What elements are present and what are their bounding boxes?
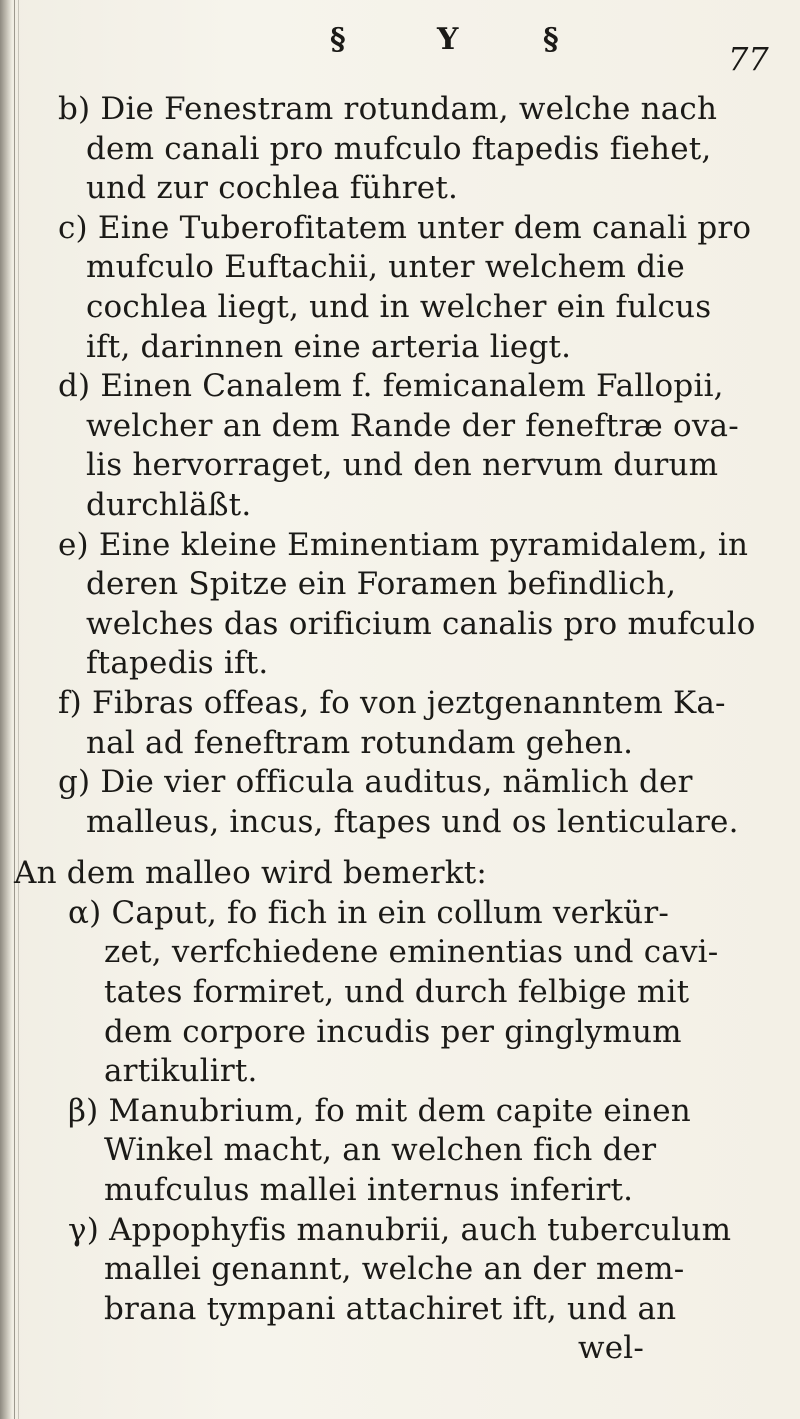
page-edge-line: [14, 0, 15, 1419]
text-line: lis hervorraget, und den nervum durum: [86, 447, 719, 484]
text-line: α) Caput, fo fich in ein collum verkür-: [68, 894, 670, 931]
text-line: g) Die vier officula auditus, nämlich der: [58, 764, 693, 801]
text-line: ift, darinnen eine arteria liegt.: [86, 328, 572, 365]
header-ornament-left: §: [330, 22, 346, 57]
text-line: durchläßt.: [86, 486, 252, 523]
page-header: [330, 22, 790, 82]
catchword: wel-: [578, 1330, 645, 1367]
text-line: f) Fibras offeas, fo von jeztgenanntem Ka-: [58, 684, 726, 721]
text-line: welches das orificium canalis pro mufculo: [86, 605, 756, 642]
text-line: zet, verfchiedene eminentias und cavi-: [104, 934, 719, 971]
header-ornament-right: §: [543, 22, 559, 57]
text-line: tates formiret, und durch felbige mit: [104, 974, 690, 1011]
text-line: nal ad feneftram rotundam gehen.: [86, 724, 634, 761]
text-line: β) Manubrium, fo mit dem capite einen: [68, 1092, 691, 1129]
page-number: 77: [728, 40, 769, 78]
text-line: brana tympani attachiret ift, und an: [104, 1290, 677, 1327]
paragraph-gap: [58, 842, 788, 854]
text-line: dem canali pro mufculo ftapedis fiehet,: [86, 130, 712, 167]
text-line: artikulirt.: [104, 1053, 258, 1090]
text-line: und zur cochlea führet.: [86, 170, 459, 207]
text-line: d) Einen Canalem f. femicanalem Fallopii,: [58, 368, 724, 405]
text-line: malleus, incus, ftapes und os lenticulare.: [86, 803, 739, 840]
text-line: mallei genannt, welche an der mem-: [104, 1251, 685, 1288]
text-line: γ) Appophyfis manubrii, auch tuberculum: [68, 1211, 732, 1248]
text-line: cochlea liegt, und in welcher ein fulcus: [86, 288, 712, 325]
page-edge-line: [18, 0, 19, 1419]
text-line: b) Die Fenestram rotundam, welche nach: [58, 91, 718, 127]
text-line: e) Eine kleine Eminentiam pyramidalem, in: [58, 526, 749, 563]
page-gutter: [0, 0, 12, 1419]
text-line: dem corpore incudis per ginglymum: [104, 1013, 682, 1050]
text-line: c) Eine Tuberofitatem unter dem canali pro: [58, 209, 752, 246]
text-line: deren Spitze ein Foramen befindlich,: [86, 566, 677, 603]
text-line: Winkel macht, an welchen fich der: [104, 1132, 657, 1169]
text-line: ftapedis ift.: [86, 645, 269, 682]
section-heading: An dem malleo wird bemerkt:: [14, 855, 488, 892]
header-ornament-mid: Y: [437, 22, 459, 57]
text-line: mufculus mallei internus inferirt.: [104, 1172, 634, 1209]
text-line: welcher an dem Rande der feneftræ ova-: [86, 407, 739, 444]
page-text: [14, 90, 788, 1369]
text-line: mufculo Euftachii, unter welchem die: [86, 249, 685, 286]
